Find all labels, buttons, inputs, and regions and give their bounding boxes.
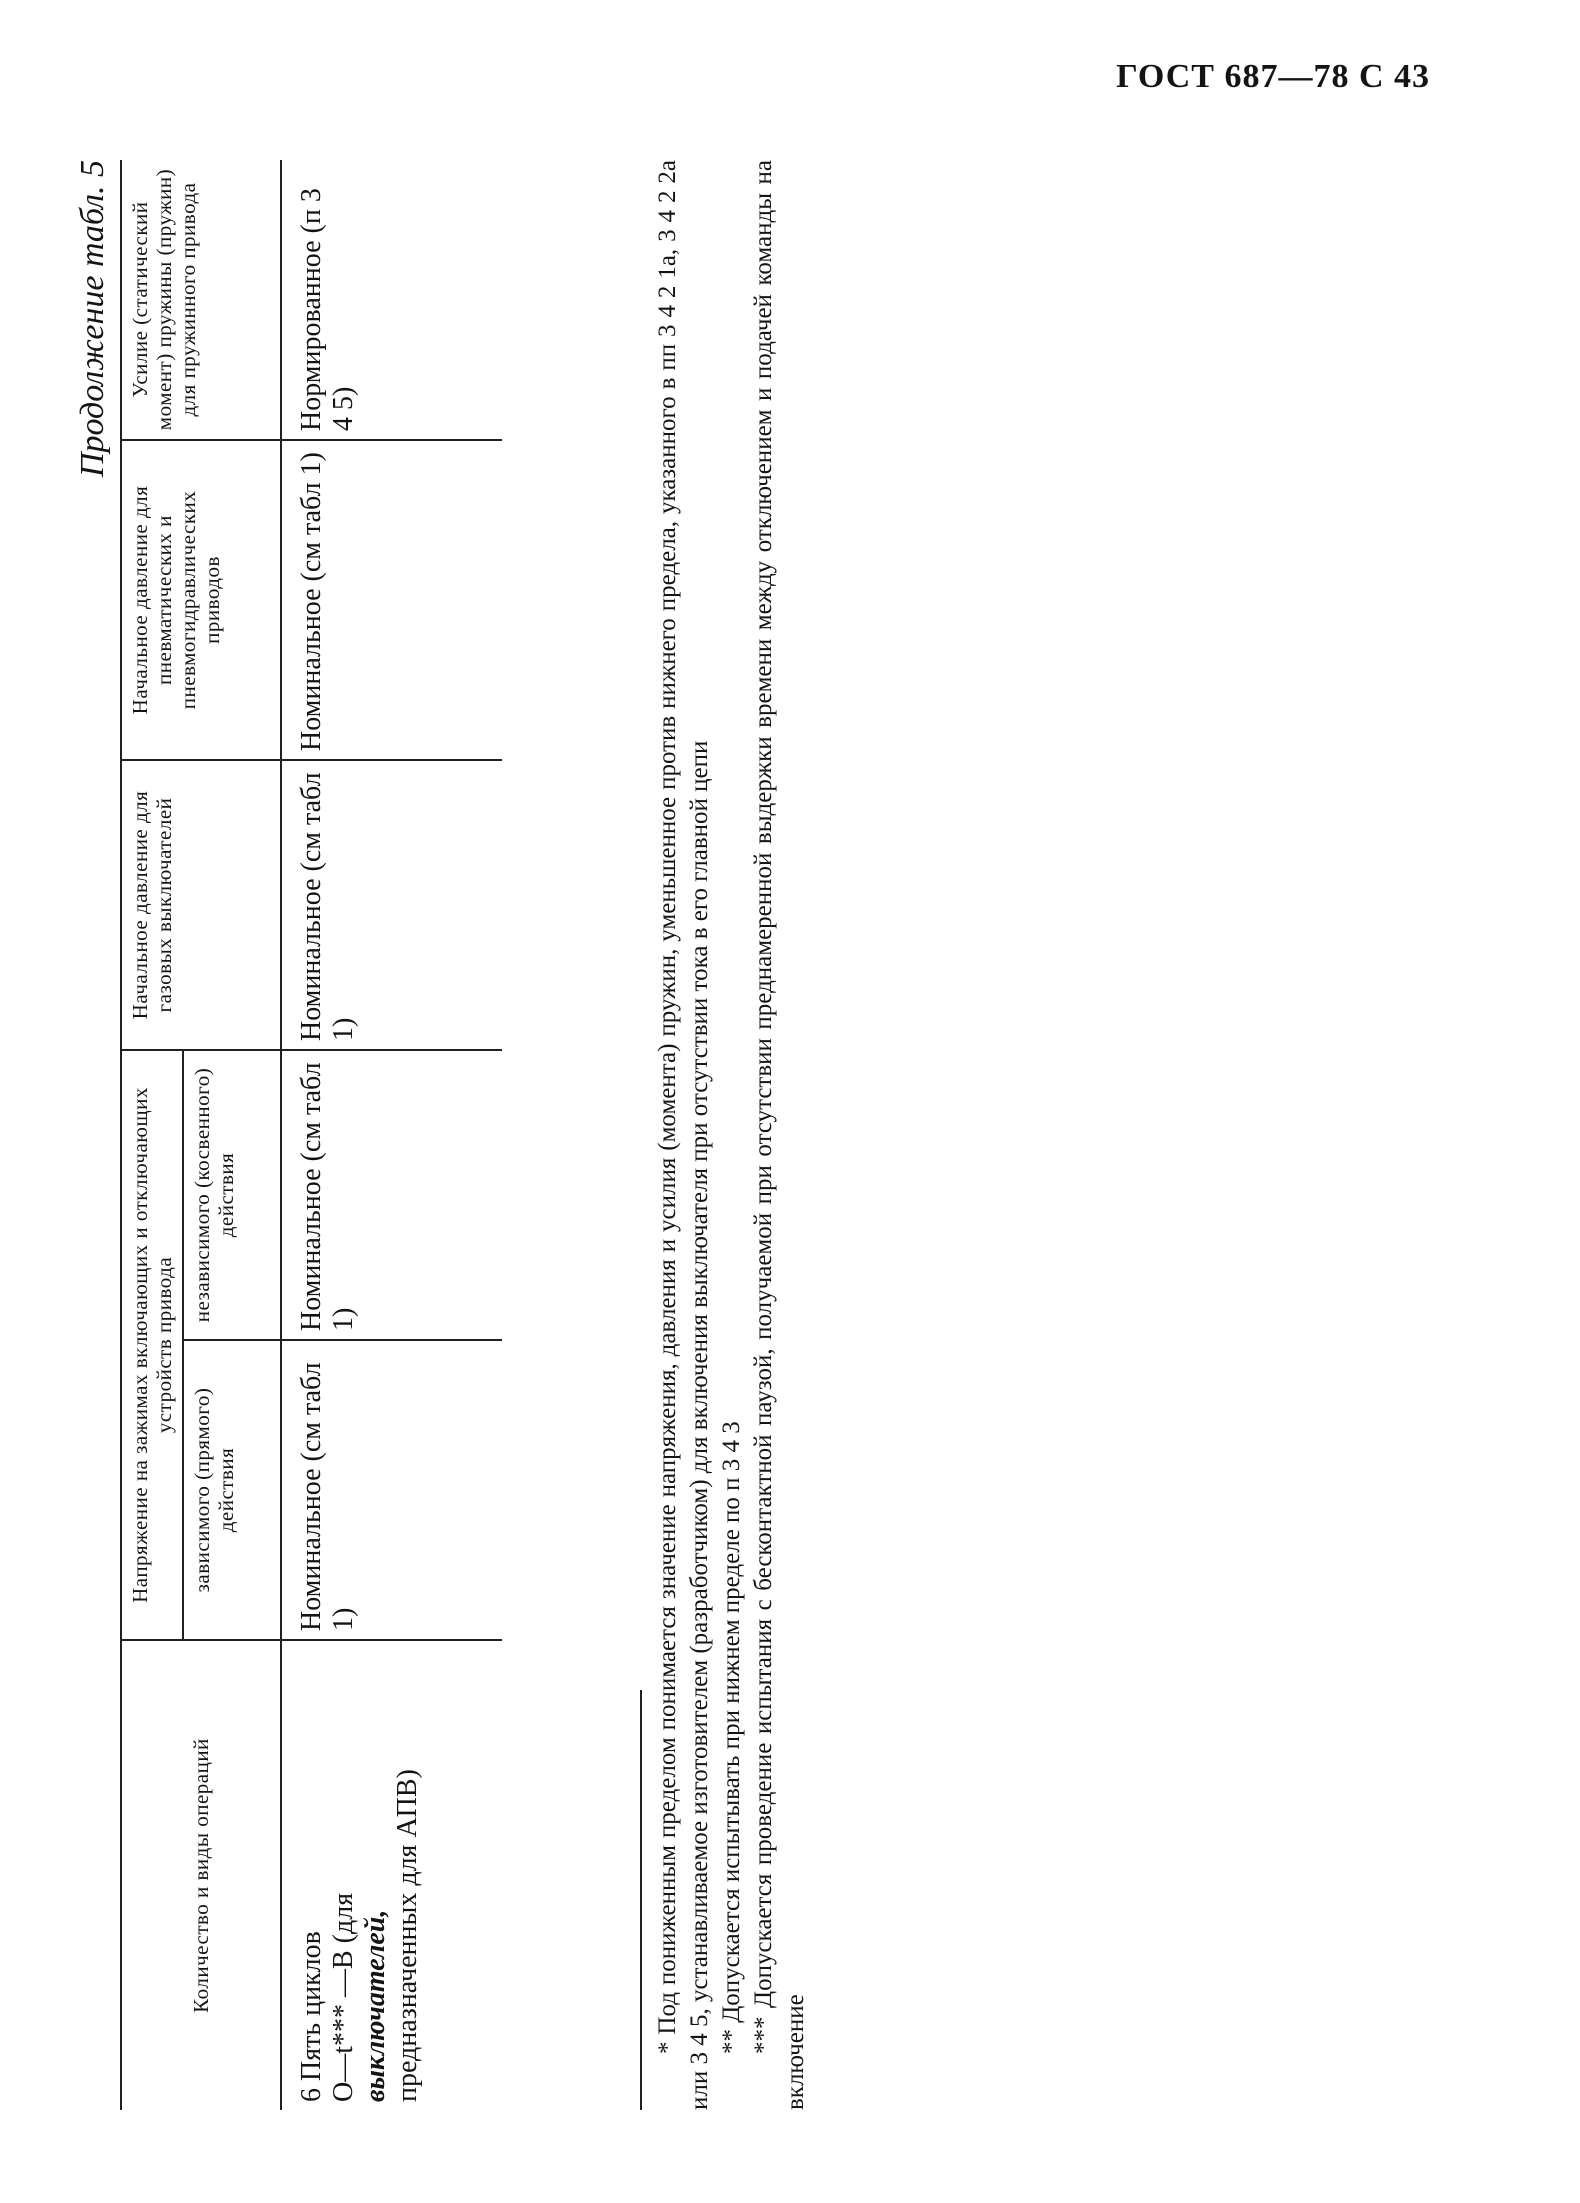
operation-line-2: О—t** — [328, 2018, 359, 2102]
header-spring-force: Усилие (статический момент) пружины (пружин) для пружинного привода — [121, 160, 281, 440]
operation-line-4: выключателей, — [360, 1909, 391, 2102]
footnote-separator — [640, 1690, 642, 2110]
continuation-label: Продолжение табл. 5 — [74, 160, 111, 478]
header-operations: Количество и виды операций — [121, 1640, 281, 2110]
page-header: ГОСТ 687—78 С 43 — [1116, 58, 1430, 95]
cell-operation — [281, 1640, 502, 2110]
footnote-3: *** Допускается проведение испытания с бесконтактной паузой, получаемой при отсутствии преднамеренной выдержки времени между отключением и подачей команды на включение — [750, 160, 809, 2110]
header-dependent: зависимого (прямого) действия — [183, 1340, 281, 1640]
rotated-content — [70, 150, 1390, 2110]
cell-dependent: Номинальное (см табл 1) — [281, 1340, 502, 1640]
operation-line-3: * —В (для — [328, 1892, 359, 2018]
header-independent: независимого (косвенного) действия — [183, 1050, 281, 1340]
header-voltage-group: Напряжение на зажимах включающих и отключающих устройств привода — [121, 1050, 183, 1640]
data-table — [120, 160, 502, 2110]
cell-independent: Номинальное (см табл 1) — [281, 1050, 502, 1340]
footnote-2: ** Допускается испытывать при нижнем пределе по п 3 4 3 — [718, 1421, 745, 2054]
operation-line-1: 6 Пять циклов — [296, 1931, 327, 2102]
footnotes — [640, 160, 812, 2110]
operation-line-5: предназначенных для АПВ) — [392, 1769, 423, 2102]
header-pneumatic-pressure: Начальное давление для пневматических и пневмогидравлических приводов — [121, 440, 281, 760]
cell-gas: Номинальное (см табл 1) — [281, 760, 502, 1050]
cell-spring: Нормированное (п 3 4 5) — [281, 160, 502, 440]
header-gas-pressure: Начальное давление для газовых выключателей — [121, 760, 281, 1050]
cell-pneumatic: Номинальное (см табл 1) — [281, 440, 502, 760]
footnote-1: * Под пониженным пределом понимается значение напряжения, давления и усилия (момента) пружин, уменьшенное против нижнего предела, указанного в пп 3 4 2 1а, 3 4 2 2а или 3 4 5, устанавливаемое изготовителем (разработчиком) для включения выключателя при отсутствии тока в его главной цепи — [654, 160, 713, 2110]
